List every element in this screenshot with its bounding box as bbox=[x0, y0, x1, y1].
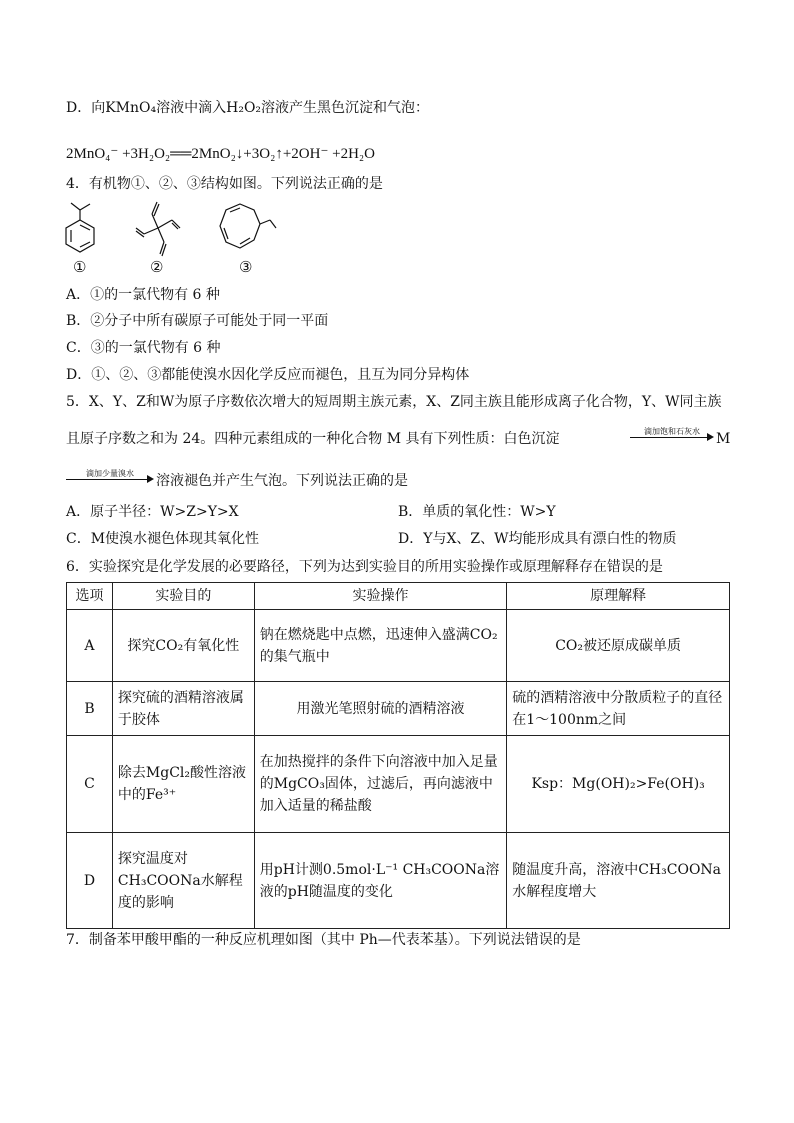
q5-option-b: B．单质的氧化性：W>Y bbox=[398, 504, 556, 520]
structure-2-label: ② bbox=[150, 258, 164, 276]
header-operation: 实验操作 bbox=[254, 583, 506, 610]
q3-option-d: D．向KMnO₄溶液中滴入H₂O₂溶液产生黑色沉淀和气泡： bbox=[66, 100, 430, 116]
row-reason: Ksp：Mg(OH)₂>Fe(OH)₃ bbox=[507, 736, 730, 833]
q5-stem-line1: 5．X、Y、Z和W为原子序数依次增大的短周期主族元素，X、Z同主族且能形成离子化合物，Y、W同主族 bbox=[66, 394, 722, 410]
q7-stem: 7．制备苯甲酸甲酯的一种反应机理如图（其中 Ph—代表苯基）。下列说法错误的是 bbox=[66, 932, 581, 948]
row-reason: 硫的酒精溶液中分散质粒子的直径在1～100nm之间 bbox=[507, 682, 730, 736]
structure-3-image bbox=[210, 198, 280, 260]
q5-stem-line2: 且原子序数之和为 24。四种元素组成的一种化合物 M 具有下列性质：白色沉淀 bbox=[66, 431, 560, 447]
q5-option-c: C．M使溴水褪色体现其氧化性 bbox=[66, 531, 260, 547]
reaction-arrow-1 bbox=[630, 427, 714, 447]
q4-option-a: A．①的一氯代物有 6 种 bbox=[66, 287, 220, 303]
row-purpose: 探究温度对CH₃COONa水解程度的影响 bbox=[112, 833, 254, 929]
structure-1-label: ① bbox=[73, 258, 87, 276]
reaction-arrow-1-label: 滴加饱和石灰水 bbox=[644, 427, 700, 436]
table-row bbox=[67, 682, 730, 736]
table-row bbox=[67, 610, 730, 682]
row-option: A bbox=[67, 610, 113, 682]
q3-equation: 2MnO₄⁻ +3H₂O₂══2MnO₂↓+3O₂↑+2OH⁻ +2H₂O bbox=[66, 146, 375, 162]
reaction-arrow-2 bbox=[66, 469, 154, 489]
header-option: 选项 bbox=[67, 583, 113, 610]
structure-2-image bbox=[130, 198, 186, 260]
row-operation: 在加热搅拌的条件下向溶液中加入足量的MgCO₃固体，过滤后，再向滤液中加入适量的稀盐酸 bbox=[254, 736, 506, 833]
row-operation: 钠在燃烧匙中点燃，迅速伸入盛满CO₂的集气瓶中 bbox=[254, 610, 506, 682]
row-reason: 随温度升高，溶液中CH₃COONa水解程度增大 bbox=[507, 833, 730, 929]
row-operation: 用激光笔照射硫的酒精溶液 bbox=[254, 682, 506, 736]
table-row bbox=[67, 833, 730, 929]
q4-stem: 4．有机物①、②、③结构如图。下列说法正确的是 bbox=[66, 176, 383, 192]
q5-compound-m: M bbox=[716, 431, 731, 447]
header-purpose: 实验目的 bbox=[112, 583, 254, 610]
structure-3-label: ③ bbox=[239, 258, 253, 276]
table-row bbox=[67, 736, 730, 833]
row-reason: CO₂被还原成碳单质 bbox=[507, 610, 730, 682]
q4-option-c: C．③的一氯代物有 6 种 bbox=[66, 340, 221, 356]
experiment-table bbox=[66, 582, 730, 929]
reaction-arrow-2-label: 滴加少量溴水 bbox=[86, 469, 134, 478]
row-purpose: 探究CO₂有氧化性 bbox=[112, 610, 254, 682]
row-operation: 用pH计测0.5mol·L⁻¹ CH₃COONa溶液的pH随温度的变化 bbox=[254, 833, 506, 929]
q6-stem: 6．实验探究是化学发展的必要路径，下列为达到实验目的所用实验操作或原理解释存在错误的是 bbox=[66, 559, 663, 575]
structure-1-image bbox=[60, 198, 110, 260]
row-purpose: 除去MgCl₂酸性溶液中的Fe³⁺ bbox=[112, 736, 254, 833]
q4-option-b: B．②分子中所有碳原子可能处于同一平面 bbox=[66, 313, 329, 329]
header-reason: 原理解释 bbox=[507, 583, 730, 610]
q4-option-d: D．①、②、③都能使溴水因化学反应而褪色，且互为同分异构体 bbox=[66, 367, 470, 383]
row-purpose: 探究硫的酒精溶液属于胶体 bbox=[112, 682, 254, 736]
q5-option-a: A．原子半径：W>Z>Y>X bbox=[66, 504, 239, 520]
row-option: C bbox=[67, 736, 113, 833]
table-header-row bbox=[67, 583, 730, 610]
q5-stem-line3: 溶液褪色并产生气泡。下列说法正确的是 bbox=[156, 473, 408, 489]
q5-option-d: D．Y与X、Z、W均能形成具有漂白性的物质 bbox=[398, 531, 677, 547]
row-option: D bbox=[67, 833, 113, 929]
row-option: B bbox=[67, 682, 113, 736]
